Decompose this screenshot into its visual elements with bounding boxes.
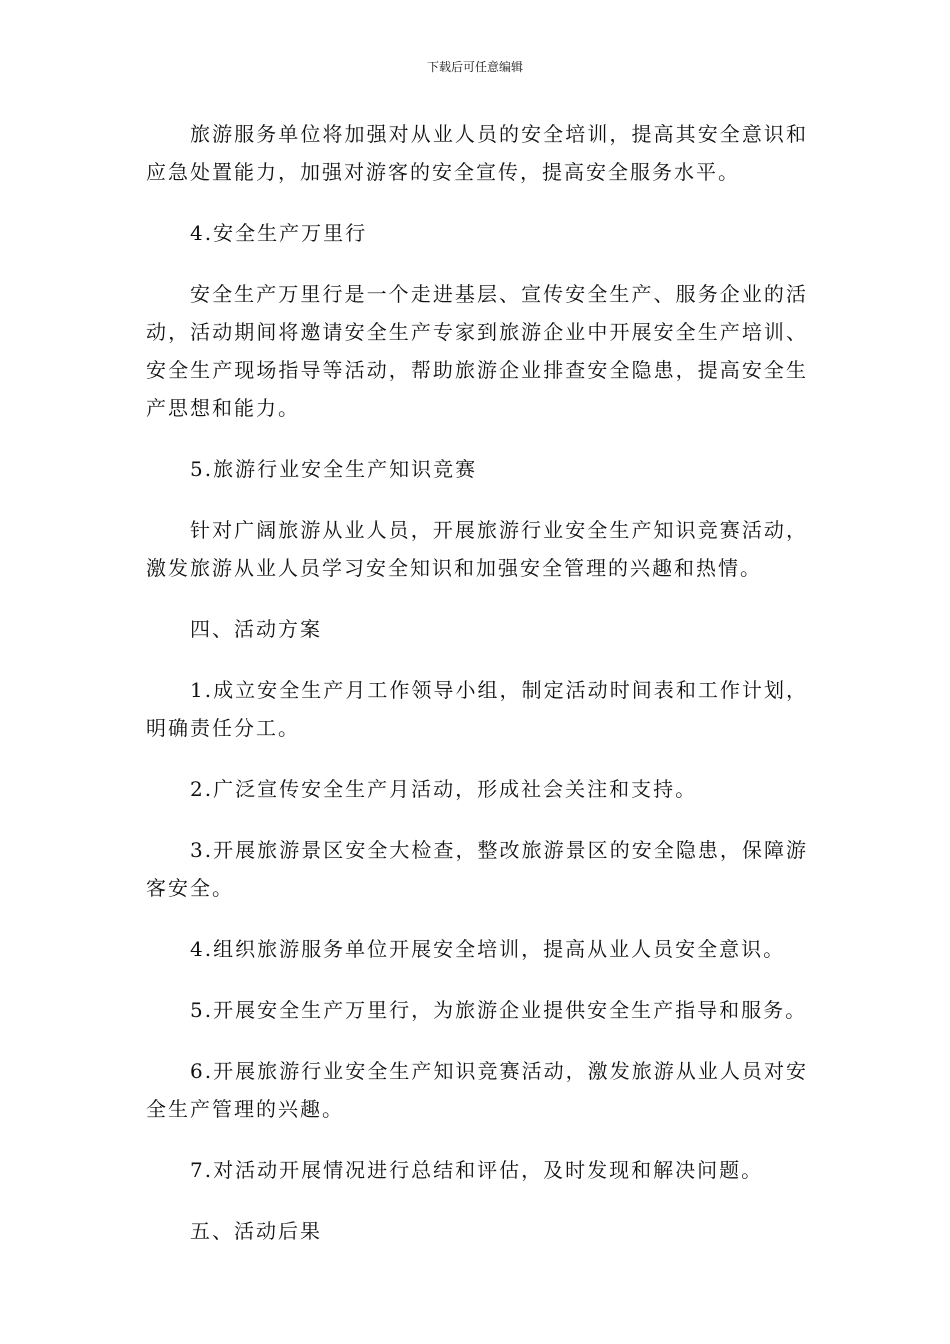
plan-item-3: 3.开展旅游景区安全大检查，整改旅游景区的安全隐患，保障游客安全。 (146, 838, 808, 900)
section-heading-results: 五、活动后果 (190, 1219, 322, 1243)
paragraph-safety-tour: 安全生产万里行是一个走进基层、宣传安全生产、服务企业的活动，活动期间将邀请安全生产专家到旅游企业中开展安全生产培训、安全生产现场指导等活动，帮助旅游企业排查安全隐患，提高安全生产思想和能力。 (146, 282, 808, 420)
plan-item-4: 4.组织旅游服务单位开展安全培训，提高从业人员安全意识。 (190, 937, 786, 961)
plan-item-1: 1.成立安全生产月工作领导小组，制定活动时间表和工作计划，明确责任分工。 (146, 678, 808, 740)
section-heading-plan: 四、活动方案 (190, 617, 322, 641)
paragraph-knowledge-contest: 针对广阔旅游从业人员，开展旅游行业安全生产知识竞赛活动，激发旅游从业人员学习安全知识和加强安全管理的兴趣和热情。 (146, 518, 808, 580)
plan-item-5: 5.开展安全生产万里行，为旅游企业提供安全生产指导和服务。 (190, 998, 808, 1022)
plan-item-2: 2.广泛宣传安全生产月活动，形成社会关注和支持。 (190, 777, 698, 801)
document-body (146, 115, 808, 1273)
plan-item-6: 6.开展旅游行业安全生产知识竞赛活动，激发旅游从业人员对安全生产管理的兴趣。 (146, 1059, 808, 1121)
heading-knowledge-contest: 5.旅游行业安全生产知识竞赛 (190, 457, 478, 481)
paragraph-training: 旅游服务单位将加强对从业人员的安全培训，提高其安全意识和应急处置能力，加强对游客的安全宣传，提高安全服务水平。 (146, 122, 808, 184)
plan-item-7: 7.对活动开展情况进行总结和评估，及时发现和解决问题。 (190, 1158, 764, 1182)
page-header: 下载后可任意编辑 (426, 60, 523, 74)
heading-safety-tour: 4.安全生产万里行 (190, 221, 368, 245)
